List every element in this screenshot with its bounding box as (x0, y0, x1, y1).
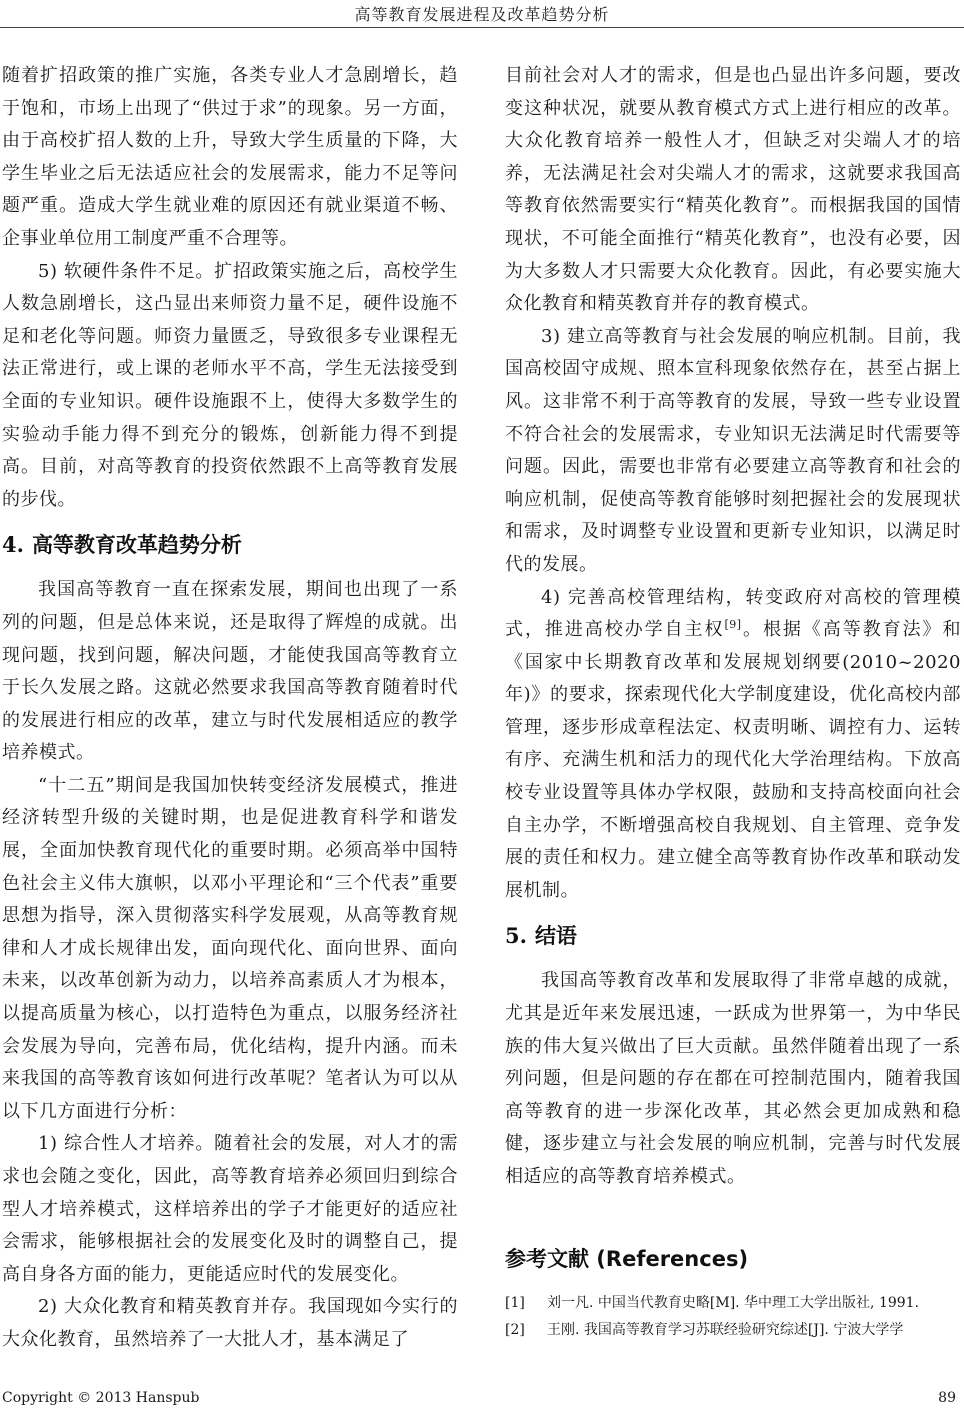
paragraph: 1) 综合性人才培养。随着社会的发展，对人才的需求也会随之变化，因此，高等教育培养必须回归到综合型人才培养模式，这样培养出的学子才能更好的适应社会需求，能够根据社会的发展变化及时的调整自己，提高自身各方面的能力，更能适应时代的发展变化。 (2, 1133, 458, 1285)
paragraph: “十二五”期间是我国加快转变经济发展模式，推进经济转型升级的关键时期，也是促进教育科学和谐发展，全面加快教育现代化的重要时期。必须高举中国特色社会主义伟大旗帜，以邓小平理论和“三个代表”重要思想为指导，深入贯彻落实科学发展观，从高等教育规律和人才成长规律出发，面向现代化、面向世界、面向未来，以改革创新为动力，以培养高素质人才为根本，以提高质量为核心，以打造特色为重点，以服务经济社会发展为导向，完善布局，优化结构，提升内涵。而未来我国的高等教育该如何进行改革呢？笔者认为可以从以下几方面进行分析： (2, 774, 458, 1122)
paragraph: 目前社会对人才的需求，但是也凸显出许多问题，要改变这种状况，就要从教育模式方式上进行相应的改革。大众化教育培养一般性人才，但缺乏对尖端人才的培养，无法满足社会对尖端人才的需求，这就要求我国高等教育依然需要实行“精英化教育”。而根据我国的国情现状，不可能全面推行“精英化教育”，也没有必要，因为大多数人才只需要大众化教育。因此，有必要实施大众化教育和精英教育并存的教育模式。 (505, 65, 961, 315)
reference-number: [2] (505, 1321, 525, 1338)
reference-text: 王刚. 我国高等教育学习苏联经验研究综述[J]. 宁波大学学 (547, 1321, 904, 1338)
reference-text: 刘一凡. 中国当代教育史略[M]. 华中理工大学出版社, 1991. (547, 1294, 920, 1311)
right-column (505, 60, 961, 1344)
page-number: 89 (938, 1390, 956, 1406)
running-header: 高等教育发展进程及改革趋势分析 (354, 5, 610, 24)
paragraph: 3) 建立高等教育与社会发展的响应机制。目前，我国高校固守成规、照本宣科现象依然存在，甚至占据上风。这非常不利于高等教育的发展，导致一些专业设置不符合社会的发展需求，专业知识无法满足时代需要等问题。因此，需要也非常有必要建立高等教育和社会的响应机制，促使高等教育能够时刻把握社会的发展现状和需求，及时调整专业设置和更新专业知识，以满足时代的发展。 (505, 325, 961, 575)
paragraph-text: 4) 完善高校管理结构，转变政府对高校的管理模式，推进高校办学自主权 (505, 586, 961, 641)
references-heading: 参考文献 (References) (505, 1246, 749, 1271)
citation-link[interactable]: [9] (724, 618, 742, 632)
paragraph: 我国高等教育一直在探索发展，期间也出现了一系列的问题，但是总体来说，还是取得了辉煌的成就。出现问题，找到问题，解决问题，才能使我国高等教育立于长久发展之路。这就必然要求我国高等教育随着时代的发展进行相应的改革，建立与时代发展相适应的教学培养模式。 (2, 579, 458, 764)
section-heading-4 (2, 530, 458, 560)
section-number: 4. (2, 532, 24, 558)
reference-number: [1] (505, 1294, 525, 1311)
section-number: 5. (505, 923, 527, 949)
paragraph: 随着扩招政策的推广实施，各类专业人才急剧增长，趋于饱和，市场上出现了“供过于求”的现象。另一方面，由于高校扩招人数的上升，导致大学生质量的下降，大学生毕业之后无法适应社会的发展需求，能力不足等问题严重。造成大学生就业难的原因还有就业渠道不畅、企事业单位用工制度严重不合理等。 (2, 65, 458, 249)
reference-item (505, 1290, 961, 1317)
paragraph: 2) 大众化教育和精英教育并存。我国现如今实行的大众化教育，虽然培养了一大批人才，基本满足了 (2, 1296, 458, 1350)
header-rule (0, 27, 964, 28)
paragraph-text: 。根据《高等教育法》和《国家中长期教育改革和发展规划纲要(2010~2020年)》的要求，探索现代化大学制度建设，优化高校内部管理，逐步形成章程法定、权责明晰、调控有力、运转有序、充满生机和活力的现代化大学治理结构。下放高校专业设置等具体办学权限，鼓励和支持高校面向社会自主办学，不断增强高校自我规划、自主管理、竞争发展的责任和权力。建立健全高等教育协作改革和联动发展机制。 (505, 619, 961, 901)
paragraph: 我国高等教育改革和发展取得了非常卓越的成就，尤其是近年来发展迅速，一跃成为世界第一，为中华民族的伟大复兴做出了巨大贡献。虽然伴随着出现了一系列问题，但是问题的存在都在可控制范围内，随着我国高等教育的进一步深化改革，其必然会更加成熟和稳健，逐步建立与社会发展的响应机制，完善与时代发展相适应的高等教育培养模式。 (505, 970, 961, 1187)
section-heading-5 (505, 921, 961, 951)
section-title: 结语 (534, 924, 577, 949)
reference-item (505, 1317, 961, 1344)
paragraph: 5) 软硬件条件不足。扩招政策实施之后，高校学生人数急剧增长，这凸显出来师资力量不足，硬件设施不足和老化等问题。师资力量匮乏，导致很多专业课程无法正常进行，或上课的老师水平不高，学生无法接受到全面的专业知识。硬件设施跟不上，使得大多数学生的实验动手能力得不到充分的锻炼，创新能力得不到提高。目前，对高等教育的投资依然跟不上高等教育发展的步伐。 (2, 260, 458, 510)
left-column (2, 60, 458, 1357)
copyright-notice: Copyright © 2013 Hanspub (2, 1390, 200, 1406)
paragraph (505, 582, 961, 908)
section-title: 高等教育改革趋势分析 (31, 533, 242, 558)
